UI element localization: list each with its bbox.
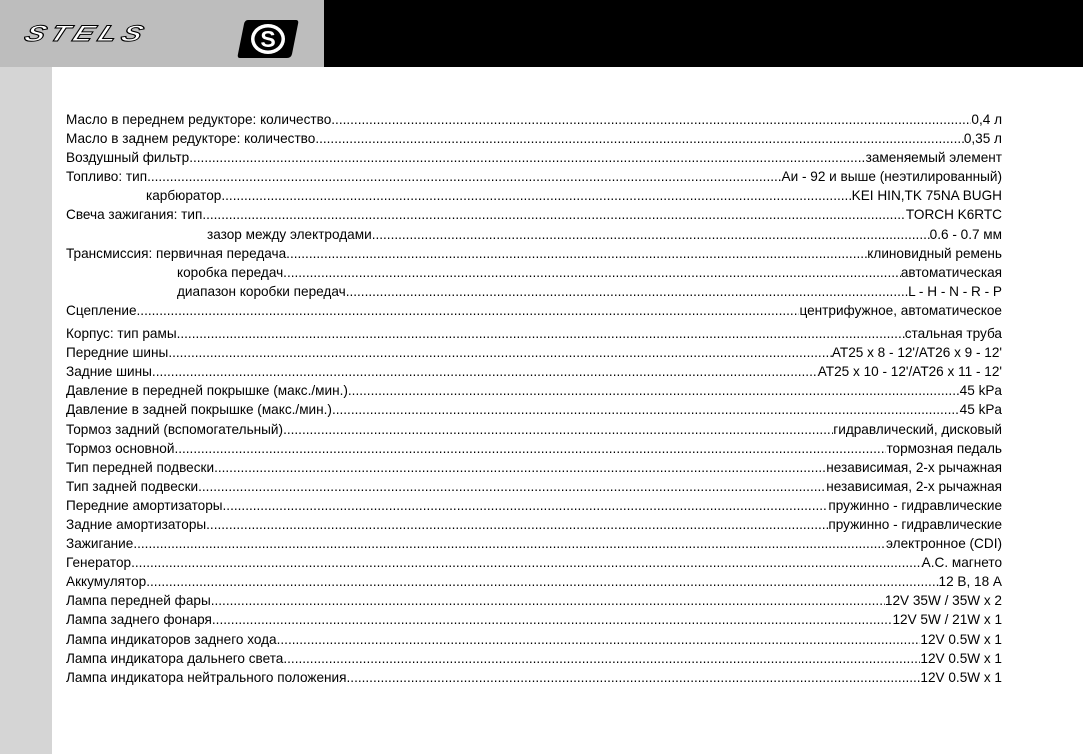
spec-value: 45 kPa — [959, 402, 1002, 418]
spec-row — [66, 362, 1002, 381]
spec-label: Лампа индикатора нейтрального положения — [66, 669, 347, 685]
dot-leader — [283, 263, 901, 282]
spec-row — [66, 439, 1002, 458]
spec-row — [66, 477, 1002, 496]
badge-letter: S — [260, 26, 276, 52]
spec-label: зазор между электродами — [207, 226, 372, 242]
spec-row — [66, 400, 1002, 419]
spec-value: 12V 5W / 21W x 1 — [892, 612, 1002, 628]
spec-value: электронное (CDI) — [886, 536, 1002, 552]
logo-panel — [0, 0, 324, 67]
dot-leader — [223, 496, 829, 515]
spec-label: Масло в переднем редукторе: количество — [66, 112, 332, 127]
dot-leader — [277, 630, 921, 649]
spec-label: Тип передней подвески — [66, 459, 215, 475]
spec-list — [66, 110, 1002, 687]
spec-row — [66, 129, 1002, 148]
spec-row — [66, 668, 1002, 687]
spec-row — [66, 630, 1002, 649]
dot-leader — [137, 301, 800, 320]
dot-leader — [348, 381, 960, 400]
spec-label: Лампа индикаторов заднего хода — [66, 631, 277, 647]
spec-label: Передние амортизаторы — [66, 497, 223, 513]
dot-leader — [221, 186, 851, 205]
spec-row — [66, 496, 1002, 515]
spec-value: 0,35 л — [963, 131, 1002, 147]
spec-value: пружинно - гидравлические — [828, 497, 1002, 513]
spec-row — [66, 534, 1002, 553]
spec-value: независимая, 2-х рычажная — [826, 459, 1002, 475]
spec-label: Лампа заднего фонаря — [66, 612, 212, 628]
spec-value: центрифужное, автоматическое — [799, 302, 1002, 318]
spec-value: 45 kPa — [959, 383, 1002, 399]
dot-leader — [372, 225, 930, 244]
dot-leader — [283, 420, 833, 439]
spec-row — [66, 205, 1002, 224]
dot-leader — [214, 458, 826, 477]
dot-leader — [189, 148, 865, 167]
left-side-strip — [0, 67, 52, 754]
spec-label: диапазон коробки передач — [177, 283, 346, 299]
spec-row — [66, 186, 1002, 205]
spec-row — [66, 282, 1002, 301]
spec-label: карбюратор — [146, 188, 222, 204]
spec-value: L - H - N - R - P — [908, 283, 1002, 299]
spec-value: 12V 0.5W x 1 — [920, 650, 1002, 666]
spec-value: 0.6 - 0.7 мм — [929, 226, 1002, 242]
spec-label: Лампа передней фары — [66, 593, 211, 609]
dot-leader — [177, 324, 905, 343]
spec-label: Топливо: тип — [66, 169, 148, 185]
spec-label: Корпус: тип рамы — [66, 326, 177, 342]
spec-value: TORCH K6RTC — [905, 207, 1002, 223]
dot-leader — [206, 515, 828, 534]
spec-value: автоматическая — [900, 264, 1002, 280]
dot-leader — [346, 282, 908, 301]
spec-row — [66, 263, 1002, 282]
dot-leader — [283, 649, 920, 668]
dot-leader — [133, 534, 886, 553]
brand-logo-wordmark: STELS — [20, 21, 153, 47]
dot-leader — [286, 244, 867, 263]
dot-leader — [147, 167, 781, 186]
dot-leader — [152, 362, 818, 381]
spec-label: Давление в передней покрышке (макс./мин.) — [66, 383, 348, 399]
spec-value: пружинно - гидравлические — [828, 516, 1002, 532]
spec-row — [66, 458, 1002, 477]
spec-label: Воздушный фильтр — [66, 150, 190, 166]
spec-label: Тип задней подвески — [66, 478, 199, 494]
spec-label: Зажигание — [66, 536, 134, 552]
spec-value: 12 В, 18 А — [938, 574, 1002, 590]
spec-row — [66, 167, 1002, 186]
spec-value: AT25 x 10 - 12'/AT26 x 11 - 12' — [817, 364, 1002, 380]
spec-value: тормозная педаль — [886, 440, 1002, 456]
spec-row — [66, 610, 1002, 629]
spec-row — [66, 381, 1002, 400]
spec-row — [66, 420, 1002, 439]
spec-row — [66, 301, 1002, 320]
spec-label: Свеча зажигания: тип — [66, 207, 203, 223]
spec-row — [66, 148, 1002, 167]
spec-value: 12V 0.5W x 1 — [920, 669, 1002, 685]
dot-leader — [347, 668, 921, 687]
spec-value: стальная труба — [904, 326, 1002, 342]
spec-label: Передние шины — [66, 345, 169, 361]
spec-label: Сцепление — [66, 302, 137, 318]
spec-value: независимая, 2-х рычажная — [826, 478, 1002, 494]
spec-value: A.C. магнето — [921, 555, 1002, 571]
spec-value: KEI HIN,TK 75NA BUGH — [851, 188, 1002, 204]
dot-leader — [202, 205, 906, 224]
spec-value: заменяемый элемент — [865, 150, 1002, 166]
spec-row — [66, 591, 1002, 610]
spec-row — [66, 110, 1002, 129]
spec-label: Аккумулятор — [66, 574, 147, 590]
spec-label: Задние шины — [66, 364, 152, 380]
dot-leader — [146, 572, 938, 591]
spec-value: AT25 x 8 - 12'/AT26 x 9 - 12' — [831, 345, 1002, 361]
spec-row — [66, 343, 1002, 362]
spec-row — [66, 244, 1002, 263]
spec-label: Тормоз основной — [66, 440, 175, 456]
spec-row — [66, 515, 1002, 534]
dot-leader — [174, 439, 886, 458]
spec-value: гидравлический, дисковый — [833, 421, 1002, 437]
spec-value: 12V 0.5W x 1 — [920, 631, 1002, 647]
spec-row — [66, 572, 1002, 591]
spec-label: Давление в задней покрышке (макс./мин.) — [66, 402, 332, 418]
spec-label: коробка передач — [177, 264, 284, 280]
dot-leader — [168, 343, 832, 362]
spec-row — [66, 649, 1002, 668]
brand-badge-icon — [236, 16, 300, 61]
spec-row — [66, 225, 1002, 244]
spec-label: Задние амортизаторы — [66, 516, 207, 532]
spec-label: Лампа индикатора дальнего света — [66, 650, 284, 666]
spec-label: Масло в заднем редукторе: количество — [66, 131, 316, 147]
spec-value: клиновидный ремень — [867, 245, 1002, 261]
dot-leader — [131, 553, 922, 572]
dot-leader — [211, 591, 885, 610]
spec-value: Аи - 92 и выше (неэтилированный) — [781, 169, 1002, 185]
spec-row — [66, 324, 1002, 343]
spec-label: Тормоз задний (вспомогательный) — [66, 421, 284, 437]
dot-leader — [331, 110, 971, 129]
dot-leader — [332, 400, 960, 419]
spec-label: Трансмиссия: первичная передача — [66, 245, 287, 261]
dot-leader — [315, 129, 964, 148]
spec-row — [66, 553, 1002, 572]
dot-leader — [212, 610, 893, 629]
spec-label: Генератор — [66, 555, 132, 571]
spec-value: 12V 35W / 35W x 2 — [884, 593, 1002, 609]
spec-value: 0,4 л — [971, 112, 1002, 127]
dot-leader — [198, 477, 826, 496]
